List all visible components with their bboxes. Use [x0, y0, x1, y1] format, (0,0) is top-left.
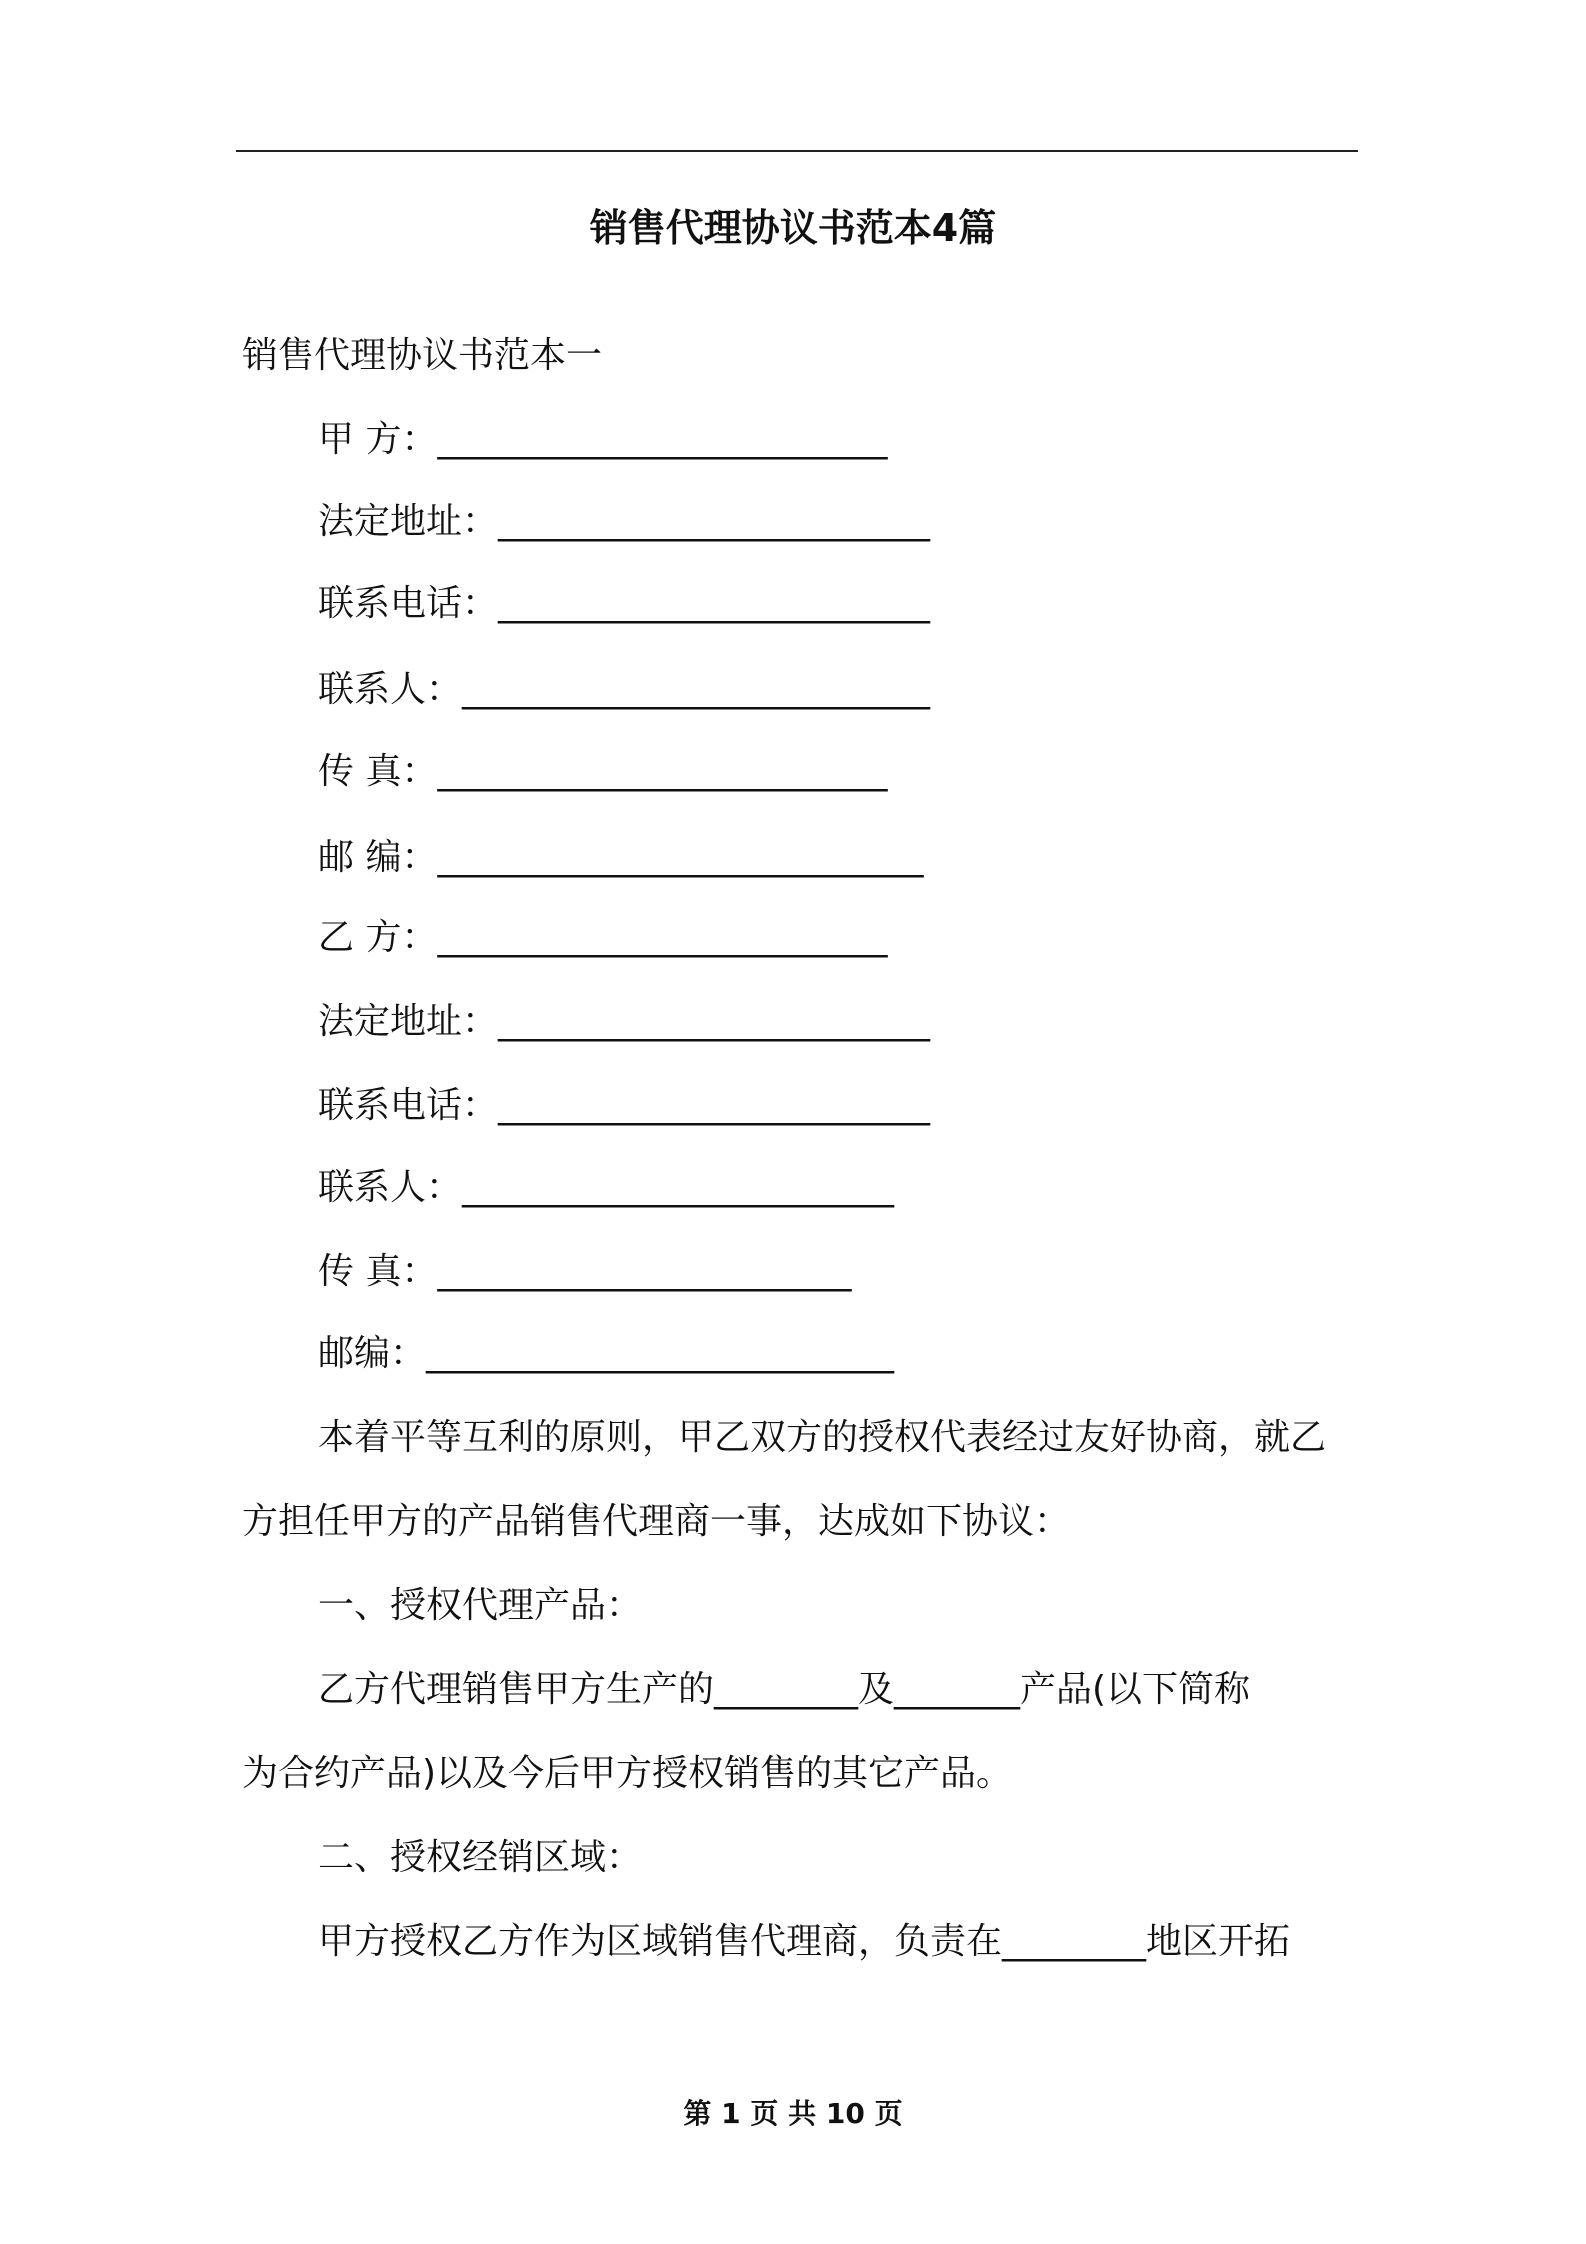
paragraph-line: 乙方代理销售甲方生产的________及_______产品(以下简称 — [318, 1669, 1251, 1710]
field-party-a-phone: 联系电话：________________________ — [318, 583, 931, 624]
field-party-a-address: 法定地址：________________________ — [318, 501, 931, 542]
paragraph-line: 为合约产品)以及今后甲方授权销售的其它产品。 — [242, 1753, 1013, 1794]
field-party-b: 乙 方：_________________________ — [318, 917, 888, 958]
paragraph-line: 方担任甲方的产品销售代理商一事，达成如下协议： — [242, 1501, 1071, 1542]
page-footer: 第 1 页 共 10 页 — [683, 2097, 903, 2130]
field-party-a: 甲 方：_________________________ — [318, 419, 888, 460]
field-party-a-fax: 传 真：_________________________ — [318, 751, 888, 792]
clause-heading: 一、授权代理产品： — [318, 1585, 643, 1626]
field-party-b-contact: 联系人：________________________ — [318, 1167, 895, 1208]
paragraph-line: 甲方授权乙方作为区域销售代理商，负责在________地区开拓 — [318, 1921, 1291, 1962]
field-party-b-address: 法定地址：________________________ — [318, 1001, 931, 1042]
header-rule — [236, 150, 1358, 152]
field-party-b-phone: 联系电话：________________________ — [318, 1085, 931, 1126]
field-party-a-postcode: 邮 编：___________________________ — [318, 837, 924, 878]
field-party-a-contact: 联系人：__________________________ — [318, 669, 931, 710]
clause-heading: 二、授权经销区域： — [318, 1837, 643, 1878]
document-title: 销售代理协议书范本4篇 — [589, 206, 997, 250]
field-party-b-postcode: 邮编：__________________________ — [318, 1333, 895, 1374]
section-heading: 销售代理协议书范本一 — [242, 335, 603, 376]
field-party-b-fax: 传 真：_______________________ — [318, 1251, 852, 1292]
paragraph-line: 本着平等互利的原则，甲乙双方的授权代表经过友好协商，就乙 — [318, 1417, 1327, 1458]
